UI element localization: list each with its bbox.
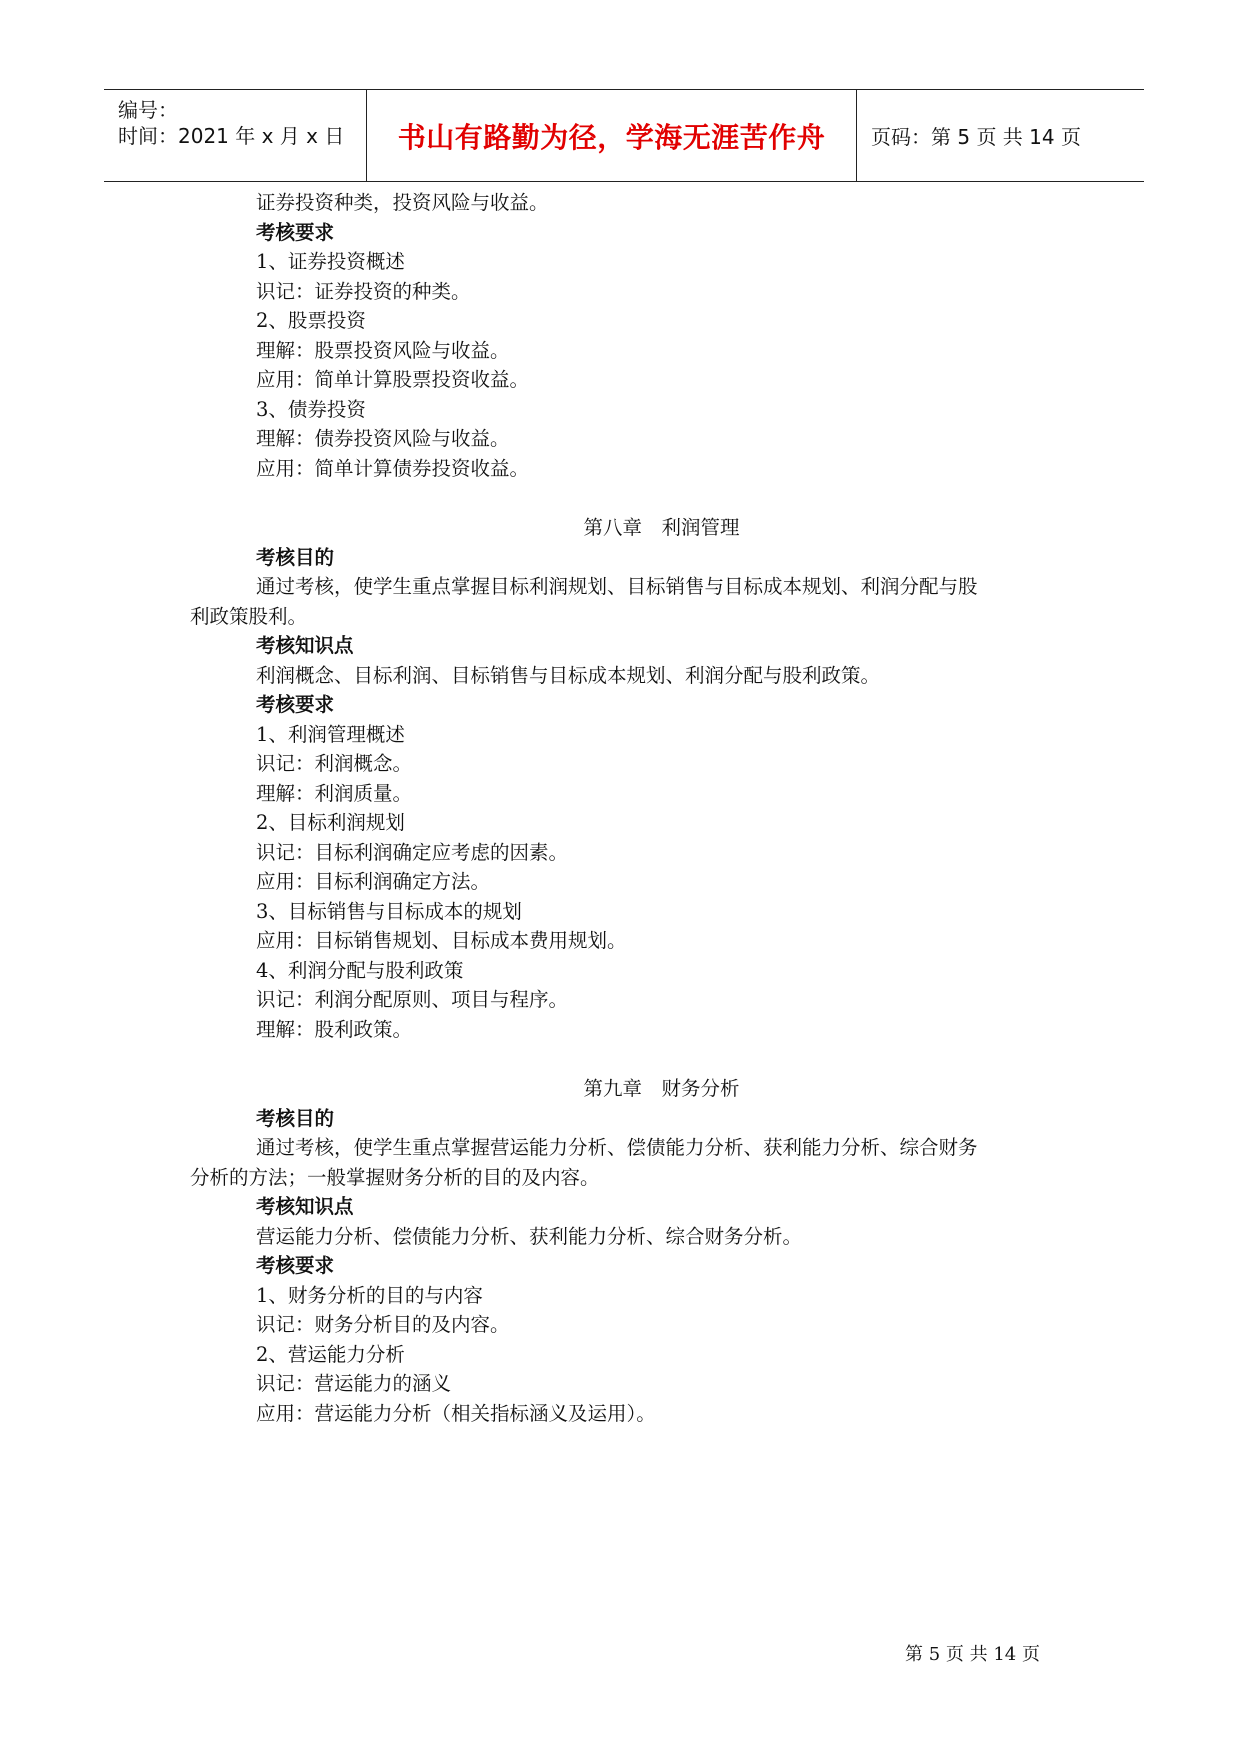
header-motto: 书山有路勤为径，学海无涯苦作舟 bbox=[397, 120, 826, 154]
body-text-line: 营运能力分析、偿债能力分析、获利能力分析、综合财务分析。 bbox=[256, 1225, 803, 1248]
header-meta-cell bbox=[104, 90, 367, 181]
section-heading: 考核目的 bbox=[256, 1107, 335, 1130]
page-footer: 第 5 页 共 14 页 bbox=[905, 1644, 1040, 1665]
body-text-line: 利政策股利。 bbox=[190, 605, 308, 628]
list-item: 2、目标利润规划 bbox=[256, 811, 405, 834]
body-text-line: 分析的方法；一般掌握财务分析的目的及内容。 bbox=[190, 1166, 600, 1189]
header-motto-cell bbox=[367, 90, 857, 181]
list-item: 1、财务分析的目的与内容 bbox=[256, 1284, 483, 1307]
header-page-label: 页码：第 5 页 共 14 页 bbox=[871, 125, 1081, 149]
list-item: 2、营运能力分析 bbox=[256, 1343, 405, 1366]
document-date-label: 时间：2021 年 x 月 x 日 bbox=[118, 124, 345, 148]
list-item: 3、债券投资 bbox=[256, 398, 366, 421]
section-heading: 考核知识点 bbox=[256, 634, 354, 657]
body-text-line: 识记：财务分析目的及内容。 bbox=[256, 1313, 510, 1336]
body-text-line: 利润概念、目标利润、目标销售与目标成本规划、利润分配与股利政策。 bbox=[256, 664, 881, 687]
body-text-line: 识记：证券投资的种类。 bbox=[256, 280, 471, 303]
body-text-line: 识记：目标利润确定应考虑的因素。 bbox=[256, 841, 569, 864]
body-text-line: 识记：营运能力的涵义 bbox=[256, 1372, 452, 1395]
body-text-line: 应用：目标利润确定方法。 bbox=[256, 870, 491, 893]
body-text-line: 证券投资种类，投资风险与收益。 bbox=[256, 191, 549, 214]
section-heading: 考核要求 bbox=[256, 1254, 335, 1277]
section-heading: 考核目的 bbox=[256, 546, 335, 569]
body-text-line: 应用：营运能力分析（相关指标涵义及运用）。 bbox=[256, 1402, 656, 1425]
list-item: 3、目标销售与目标成本的规划 bbox=[256, 900, 522, 923]
body-text-line: 应用：简单计算债券投资收益。 bbox=[256, 457, 530, 480]
list-item: 1、利润管理概述 bbox=[256, 723, 405, 746]
body-text-line: 理解：利润质量。 bbox=[256, 782, 413, 805]
body-text-line: 识记：利润概念。 bbox=[256, 752, 413, 775]
list-item: 4、利润分配与股利政策 bbox=[256, 959, 464, 982]
body-text-line: 通过考核，使学生重点掌握营运能力分析、偿债能力分析、获利能力分析、综合财务 bbox=[256, 1136, 978, 1159]
section-heading: 考核要求 bbox=[256, 693, 335, 716]
body-text-line: 理解：股利政策。 bbox=[256, 1018, 413, 1041]
section-heading: 考核要求 bbox=[256, 221, 335, 244]
body-text-line: 理解：股票投资风险与收益。 bbox=[256, 339, 510, 362]
page-header bbox=[104, 89, 1144, 182]
chapter-title: 第八章 利润管理 bbox=[583, 516, 740, 539]
body-text-line: 应用：目标销售规划、目标成本费用规划。 bbox=[256, 929, 627, 952]
list-item: 1、证券投资概述 bbox=[256, 250, 405, 273]
body-text-line: 识记：利润分配原则、项目与程序。 bbox=[256, 988, 569, 1011]
body-text-line: 理解：债券投资风险与收益。 bbox=[256, 427, 510, 450]
body-text-line: 通过考核，使学生重点掌握目标利润规划、目标销售与目标成本规划、利润分配与股 bbox=[256, 575, 978, 598]
header-page-cell bbox=[857, 90, 1144, 181]
chapter-title: 第九章 财务分析 bbox=[583, 1077, 740, 1100]
body-text-line: 应用：简单计算股票投资收益。 bbox=[256, 368, 530, 391]
list-item: 2、股票投资 bbox=[256, 309, 366, 332]
section-heading: 考核知识点 bbox=[256, 1195, 354, 1218]
document-number-label: 编号： bbox=[118, 98, 178, 122]
